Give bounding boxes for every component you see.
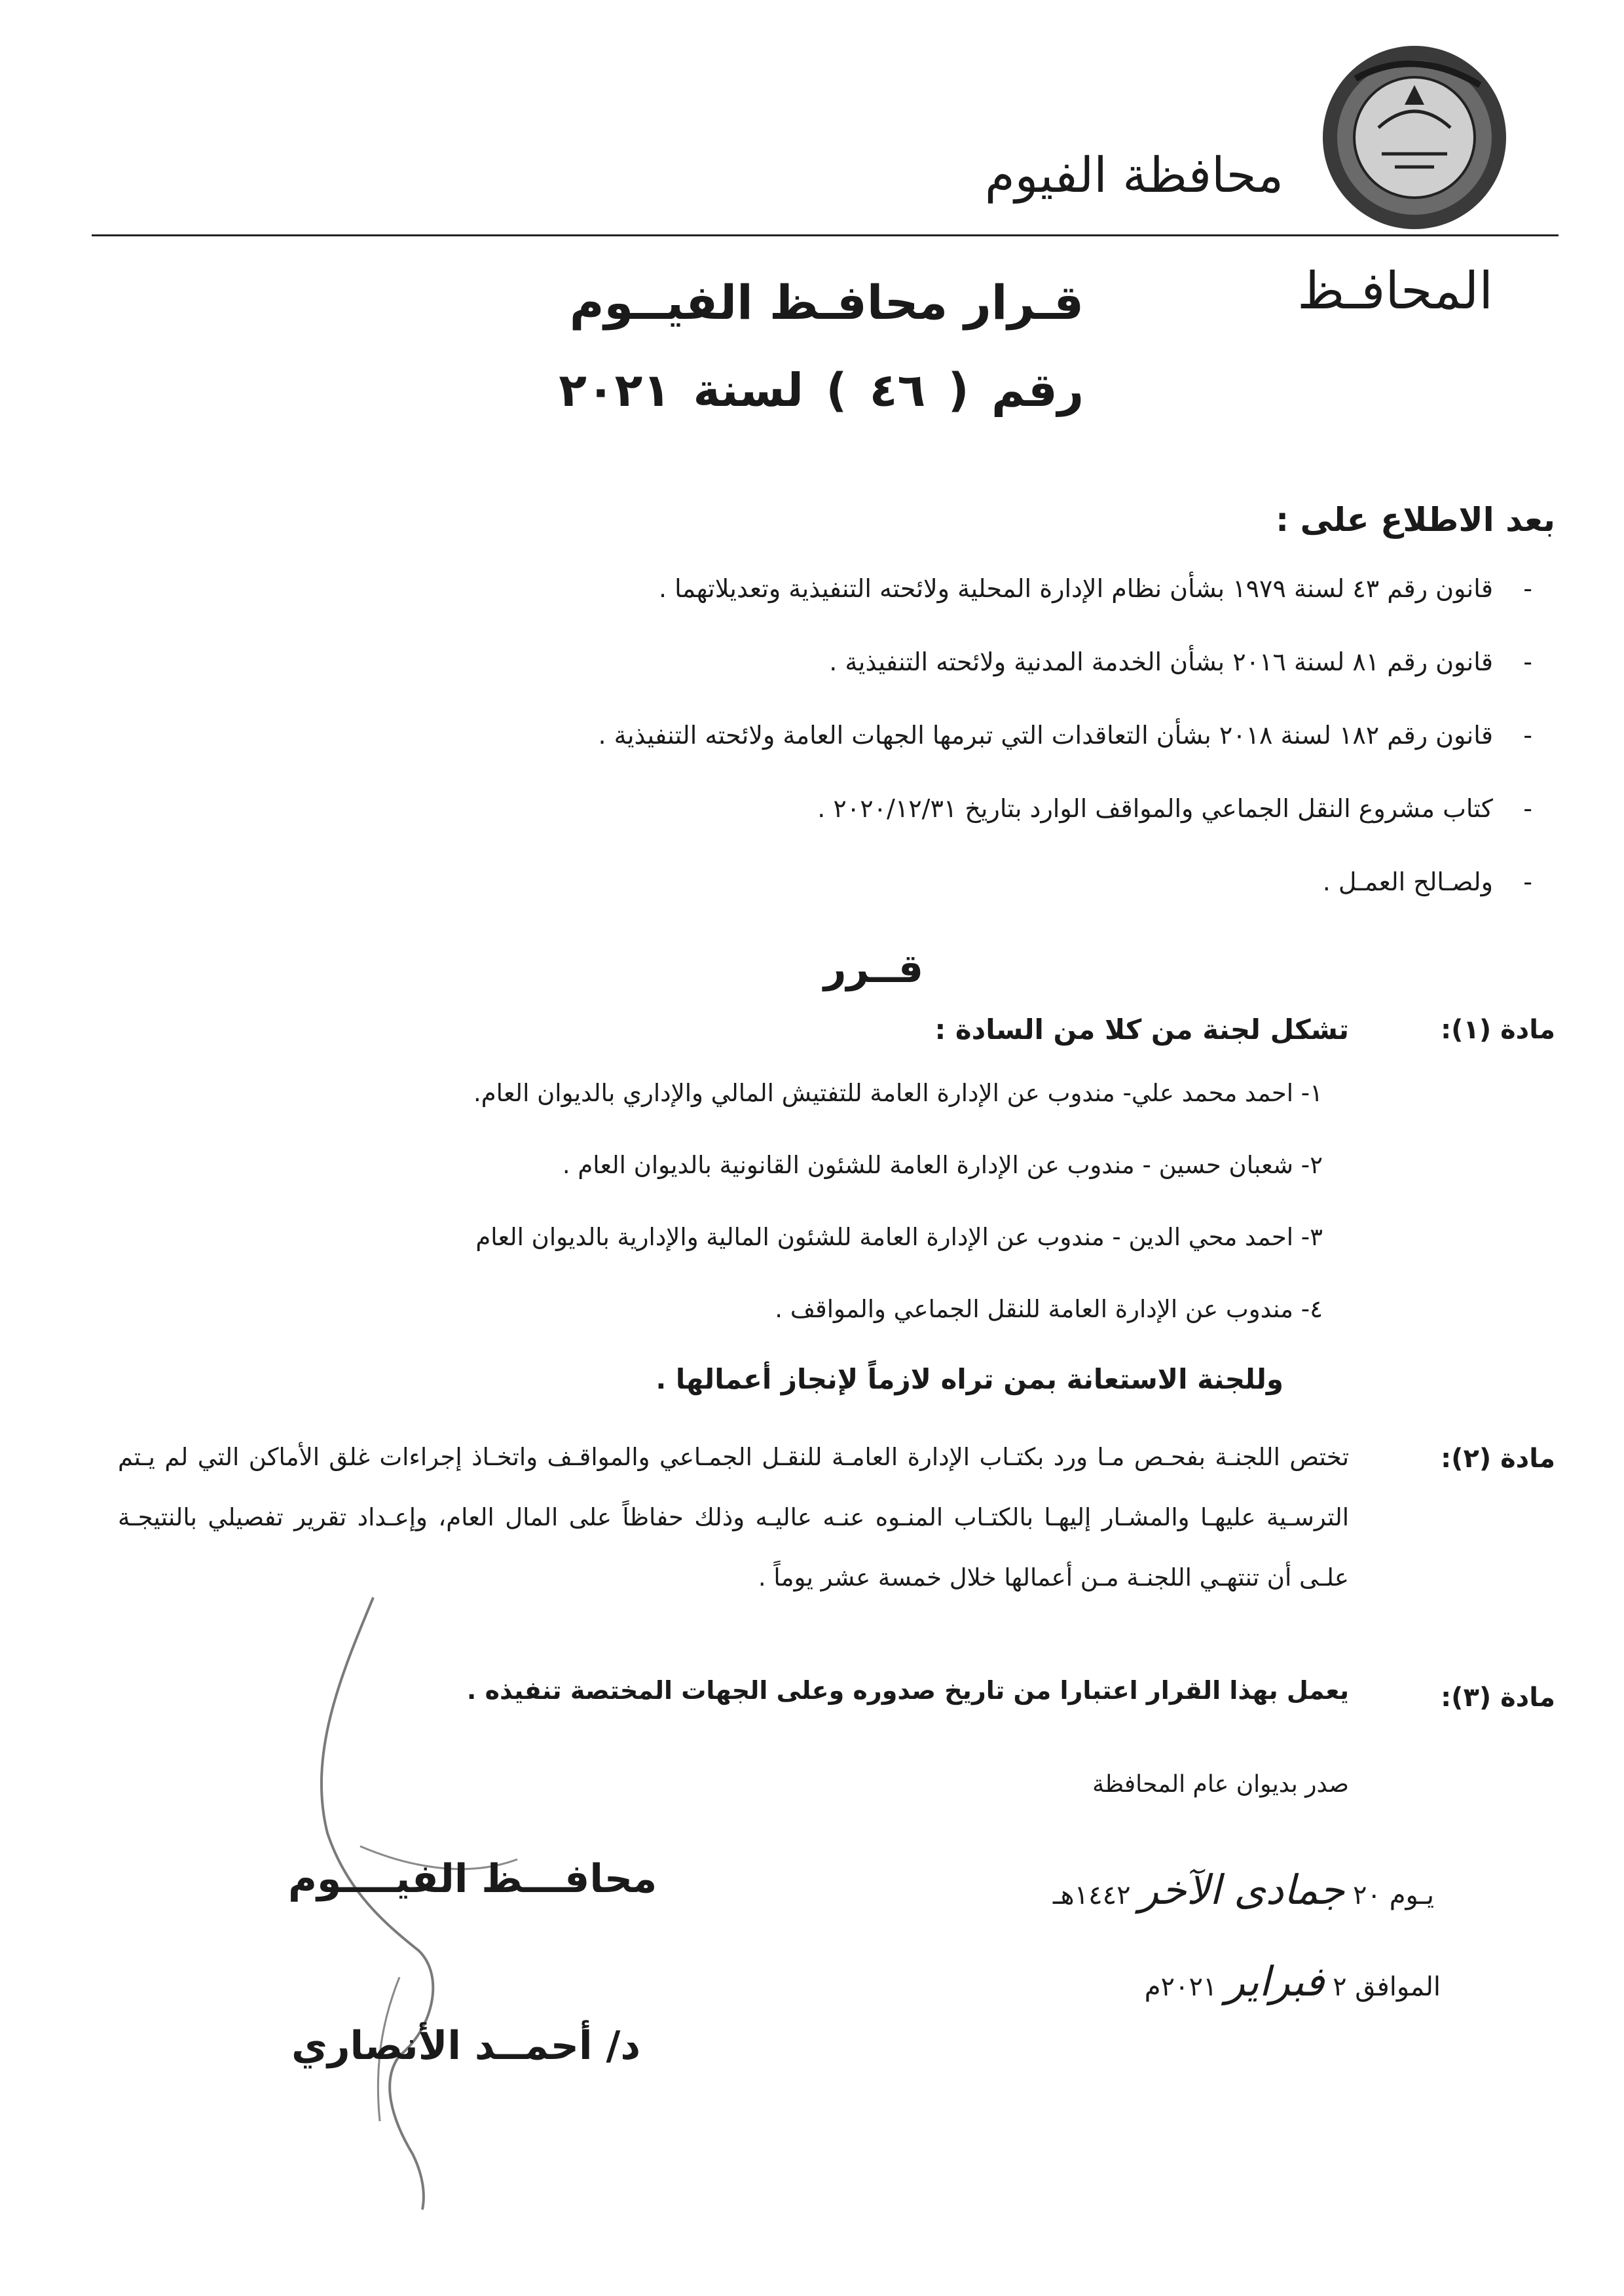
governorate-seal [1316, 39, 1513, 236]
hijri-month-handwritten: جمادى الآخر [1139, 1866, 1345, 1914]
article-1-label: مادة (١): [1441, 1015, 1555, 1045]
article-2-label: مادة (٢): [1441, 1444, 1555, 1474]
committee-member [79, 1074, 1323, 1146]
member-text: ٢- شعبان حسين - مندوب عن الإدارة العامة للشئون القانونية بالديوان العام . [562, 1151, 1323, 1179]
preamble-item: -ولصـالح العمـل . [1322, 867, 1532, 896]
preamble-item: -كتاب مشروع النقل الجماعي والمواقف الوارد بتاريخ ٢٠٢٠/١٢/٣١ . [817, 794, 1532, 823]
committee-member [79, 1290, 1323, 1362]
article-3-text: يعمل بهذا القرار اعتبارا من تاريخ صدوره وعلى الجهات المختصة تنفيذه . [466, 1676, 1349, 1705]
header-divider [92, 234, 1559, 236]
hijri-day: يـوم ٢٠ [1353, 1880, 1434, 1910]
committee-member [79, 1146, 1323, 1218]
preamble-item: -قانون رقم ١٨٢ لسنة ٢٠١٨ بشأن التعاقدات التي تبرمها الجهات العامة ولائحته التنفيذية . [598, 721, 1532, 750]
signatory-name: د/ أحمــد الأنصاري [291, 2023, 641, 2069]
gregorian-date [1145, 1958, 1441, 2005]
office-label: المحافـظ [1297, 262, 1493, 321]
governorate-name: محافظة الفيوم [984, 147, 1283, 204]
decision-title: قـرار محافـظ الفيــوم [569, 275, 1084, 330]
hijri-year: ١٤٤٢هـ [1052, 1880, 1131, 1910]
signatory-title: محافـــظ الفيــــوم [288, 1856, 657, 1902]
preamble-item: -قانون رقم ٨١ لسنة ٢٠١٦ بشأن الخدمة المدنية ولائحته التنفيذية . [829, 647, 1532, 676]
greg-year: ٢٠٢١م [1144, 1972, 1217, 2002]
hijri-date [1053, 1866, 1434, 1914]
preamble-list [124, 570, 1532, 936]
article-1-text: تشكل لجنة من كلا من السادة : [934, 1013, 1349, 1046]
committee-member [79, 1218, 1323, 1290]
committee-assist-note: وللجنة الاستعانة بمن تراه لازماً لإنجاز أعمالها . [655, 1363, 1283, 1395]
preamble-item: -قانون رقم ٤٣ لسنة ١٩٧٩ بشأن نظام الإدارة المحلية ولائحته التنفيذية وتعديلاتهما . [658, 574, 1532, 603]
member-text: ١- احمد محمد علي- مندوب عن الإدارة العامة للتفتيش المالي والإداري بالديوان العام. [473, 1079, 1323, 1107]
decided-heading: قــرر [823, 946, 923, 992]
member-text: ٤- مندوب عن الإدارة العامة للنقل الجماعي والمواقف . [775, 1295, 1323, 1323]
committee-members [79, 1074, 1323, 1362]
decision-number: رقم ( ٤٦ ) لسنة ٢٠٢١ [559, 363, 1084, 417]
member-text: ٣- احمد محي الدين - مندوب عن الإدارة العامة للشئون المالية والإدارية بالديوان العام [475, 1223, 1323, 1251]
article-2-text: تختص اللجنـة بفحـص مـا ورد بكتـاب الإدارة العامـة للنقـل الجمـاعي والمواقـف واتخـاذ إجراءات غلق الأماكن التي لم يـتم الترسـية عليهـا والمشـار إليهـا بالكتـاب المنـوه عنـه عاليـه وذلك حفاظاً على المال العام، وإعـداد تقرير تفصيلي بالنتيجـة علـى أن تنتهـي اللجنـة مـن أعمالها خلال خمسة عشر يوماً . [118, 1443, 1349, 1592]
article-3-label: مادة (٣): [1441, 1683, 1555, 1713]
greg-month-handwritten: فبراير [1225, 1958, 1325, 2005]
issued-at: صدر بديوان عام المحافظة [1092, 1771, 1349, 1798]
greg-day: الموافق ٢ [1333, 1972, 1441, 2002]
preamble-heading: بعد الاطلاع على : [1276, 501, 1555, 539]
